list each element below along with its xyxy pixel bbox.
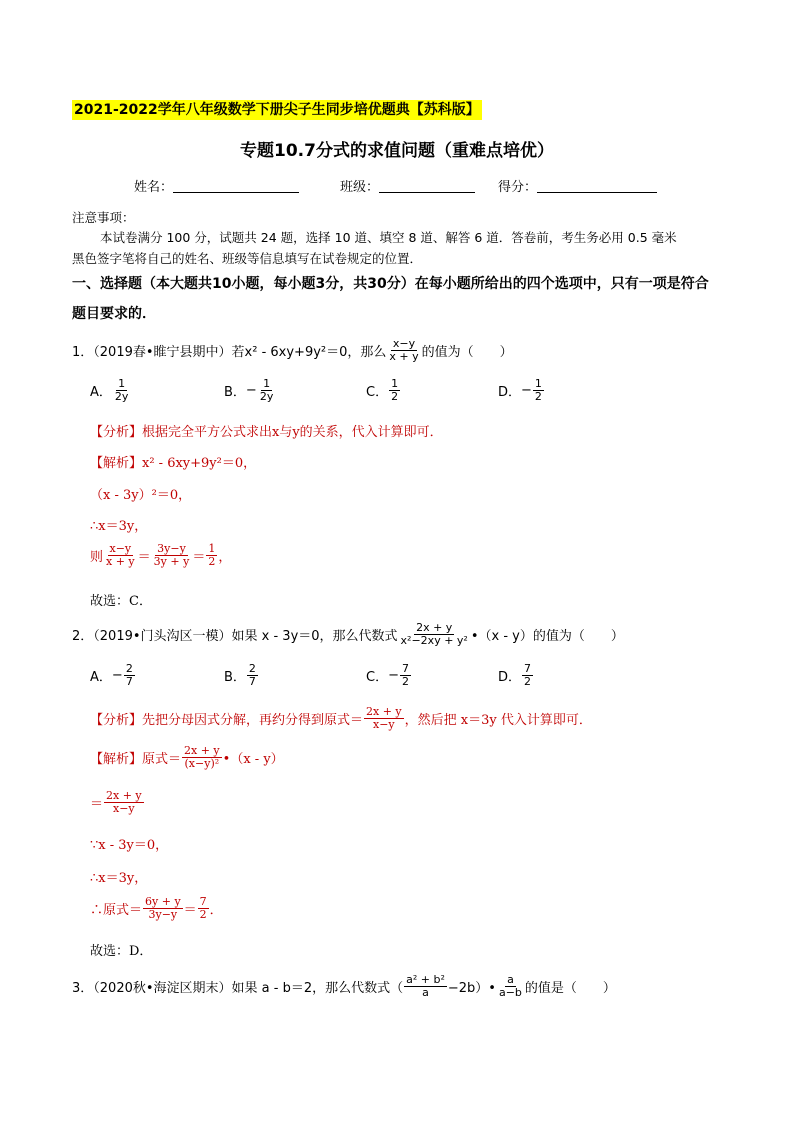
q1-expression-numerator: x−y [392, 337, 416, 350]
fraction [182, 745, 222, 770]
fraction-numerator: 2x + y [106, 789, 142, 802]
fraction-denominator: 2 [391, 390, 399, 403]
q2-analysis [90, 706, 592, 731]
q2-solution-line-2 [90, 790, 145, 815]
fraction-numerator: 1 [534, 377, 542, 390]
q1-analysis: 【分析】根据完全平方公式求出x与y的关系，代入计算即可． [90, 425, 443, 440]
fraction-denominator: 7 [125, 675, 133, 688]
q1-suffix: 的值为（ ） [421, 345, 513, 360]
name-blank[interactable] [173, 180, 299, 193]
section-heading-line-1: 一、选择题（本大题共10小题，每小题3分，共30分）在每小题所给出的四个选项中，只有一项是符合 [72, 276, 709, 292]
q1-option-b[interactable] [224, 378, 276, 403]
q1-solution-line-1: 【解析】x² - 6xy+9y²＝0， [90, 456, 257, 471]
q1-answer: 故选：C． [90, 594, 152, 609]
question-1 [72, 338, 513, 363]
option-label: A． [90, 385, 112, 400]
score-label: 得分： [498, 180, 538, 195]
fraction-denominator: x + y [106, 555, 135, 568]
option-sign: − [245, 383, 257, 398]
q1-option-a[interactable] [90, 378, 131, 403]
fraction-denominator: 2 [208, 555, 216, 568]
fraction-numerator: 2 [125, 662, 133, 675]
fraction-denominator: x−y [113, 802, 135, 815]
class-blank[interactable] [379, 180, 475, 193]
q1-option-d[interactable] [498, 378, 545, 403]
fraction-denominator: 2 [524, 675, 532, 688]
fraction-numerator: 1 [263, 377, 271, 390]
option-label: D． [498, 670, 522, 685]
q2-solution-line-3: ∵x - 3y＝0， [90, 838, 169, 853]
class-label: 班级： [340, 180, 380, 195]
fraction-denominator: 2 [534, 390, 542, 403]
q1-prefix: 1．（2019春•睢宁县期中）若 [72, 345, 245, 360]
option-sign: − [521, 383, 532, 398]
fraction-numerator: a [507, 973, 514, 986]
q2-option-b[interactable] [224, 663, 259, 688]
fraction-numerator: 2x + y [366, 705, 402, 718]
fraction-denominator: a [422, 986, 429, 999]
q3-prefix: 3．（2020秋•海淀区期末）如果 a - b＝2，那么代数式（ [72, 981, 404, 996]
q3-fraction-1 [404, 974, 447, 999]
option-label: C． [366, 385, 389, 400]
name-label: 姓名： [134, 180, 174, 195]
text: 【分析】先把分母因式分解，再约分得到原式＝ [90, 713, 364, 728]
fraction [364, 706, 404, 731]
option-sign: − [111, 668, 123, 683]
notice-line-2: 黑色签字笔将自己的姓名、班级等信息填写在试卷规定的位置． [72, 251, 423, 266]
page-title: 专题10.7分式的求值问题（重难点培优） [240, 141, 554, 161]
fraction [143, 896, 183, 921]
q2-solution-line-5 [90, 896, 223, 921]
fraction-denominator: 2 [199, 908, 207, 921]
fraction [152, 543, 192, 568]
fraction-numerator: 6y + y [145, 895, 181, 908]
fraction-denominator: (x−y)² [184, 757, 220, 770]
q2-expression-numerator: 2x + y [416, 621, 453, 634]
q2-answer: 故选：D． [90, 944, 153, 959]
fraction [104, 790, 144, 815]
fraction [104, 543, 137, 568]
fraction-numerator: 1 [391, 377, 399, 390]
fraction-denominator: 3y−y [148, 908, 178, 921]
q1-condition: x² - 6xy+9y²＝0，那么 [244, 345, 387, 360]
fraction-numerator: a² + b² [406, 973, 445, 986]
equals-sign: ＝ [137, 550, 151, 565]
option-label: D． [498, 385, 522, 400]
q3-fraction-2 [497, 974, 524, 999]
q3-middle: −2b）• [447, 981, 496, 996]
option-fraction [522, 663, 533, 688]
q2-expression-denominator: x²−2xy + y² [400, 634, 468, 647]
option-fraction [124, 663, 135, 688]
fraction-numerator: 7 [401, 662, 409, 675]
equals-sign: ＝ [183, 903, 197, 918]
notice-line-1: 本试卷满分 100 分，试题共 24 题，选择 10 道、填空 8 道、解答 6 道．答卷前，考生务必用 0.5 毫米 [100, 230, 677, 245]
option-label: C． [366, 670, 389, 685]
fraction [206, 543, 217, 568]
q1-expression [387, 338, 420, 363]
fraction-numerator: 7 [199, 895, 207, 908]
score-blank[interactable] [537, 180, 657, 193]
q2-solution-line-4: ∴x＝3y， [90, 871, 148, 886]
q2-solution-line-1 [90, 745, 284, 770]
q2-option-d[interactable] [498, 663, 534, 688]
class-field [340, 176, 475, 195]
text: ∴原式＝ [90, 903, 143, 918]
text: ，然后把 x＝3y 代入计算即可． [404, 713, 592, 728]
fraction-numerator: 3y−y [157, 542, 186, 555]
q2-prefix: 2．（2019•门头沟区一模）如果 x - 3y＝0，那么代数式 [72, 629, 398, 644]
fraction-denominator: 7 [248, 675, 256, 688]
fraction-denominator: 2y [259, 390, 274, 403]
q3-suffix: 的值是（ ） [524, 981, 616, 996]
q2-expression [399, 622, 470, 647]
option-label: B． [224, 385, 246, 400]
series-banner: 2021-2022学年八年级数学下册尖子生同步培优题典【苏科版】 [74, 102, 480, 118]
fraction-numerator: 2 [248, 662, 256, 675]
fraction [198, 896, 209, 921]
equals-sign: ＝ [90, 797, 104, 812]
q1-solution-line-3: ∴x＝3y， [90, 519, 148, 534]
section-heading-line-2: 题目要求的． [72, 306, 156, 322]
option-label: B． [224, 670, 246, 685]
option-fraction [247, 663, 258, 688]
question-2 [72, 622, 624, 647]
name-field [134, 176, 299, 195]
option-fraction [389, 378, 400, 403]
q1-expression-denominator: x + y [389, 350, 419, 363]
text: ． [209, 903, 223, 918]
q1-solution-line-2: （x - 3y）²＝0， [90, 488, 192, 503]
option-fraction [400, 663, 411, 688]
fraction-numerator: 1 [118, 377, 126, 390]
q2-suffix: •（x - y）的值为（ ） [470, 629, 624, 644]
equals-sign: ＝ [192, 550, 206, 565]
fraction-denominator: a−b [498, 986, 522, 999]
question-3 [72, 974, 616, 999]
text: •（x - y） [222, 752, 284, 767]
fraction-numerator: 1 [208, 542, 216, 555]
comma: ， [218, 550, 232, 565]
notice-heading: 注意事项： [72, 210, 135, 225]
fraction-denominator: 2y [114, 390, 129, 403]
q2-option-a[interactable] [90, 663, 136, 688]
fraction-numerator: x−y [109, 542, 132, 555]
option-fraction [113, 378, 131, 403]
fraction-numerator: 7 [524, 662, 532, 675]
fraction-denominator: x−y [373, 718, 395, 731]
text: 则 [90, 550, 104, 565]
q1-option-c[interactable] [366, 378, 401, 403]
fraction-denominator: 3y + y [153, 555, 190, 568]
q1-solution-line-4 [90, 543, 231, 568]
option-fraction [258, 378, 276, 403]
text: 【解析】原式＝ [90, 752, 182, 767]
option-sign: − [388, 668, 399, 683]
option-label: A． [90, 670, 112, 685]
option-fraction [533, 378, 544, 403]
fraction-numerator: 2x + y [184, 744, 220, 757]
q2-option-c[interactable] [366, 663, 412, 688]
fraction-denominator: 2 [401, 675, 409, 688]
score-field [498, 176, 657, 195]
